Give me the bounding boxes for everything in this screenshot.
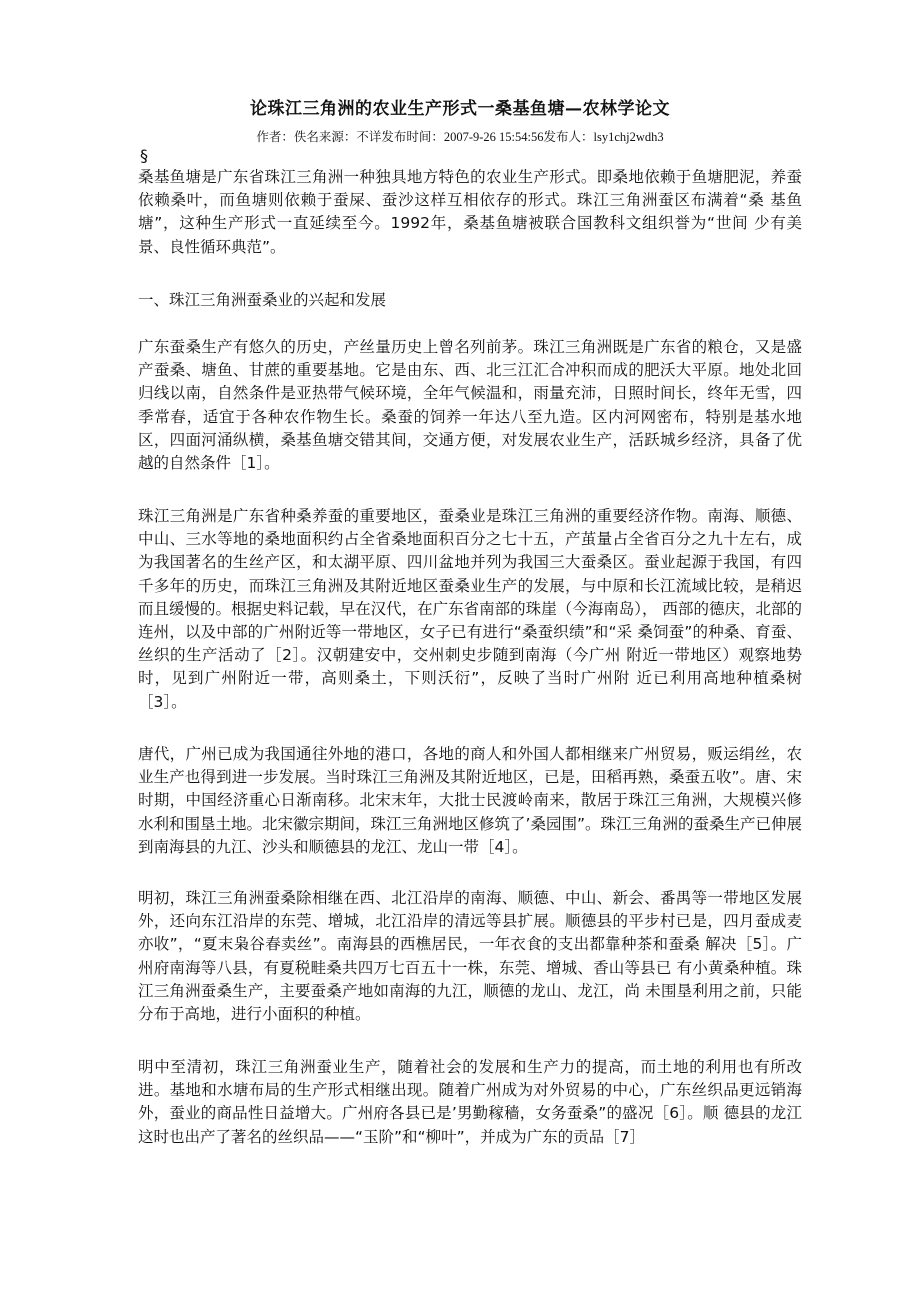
section-mark: §: [140, 146, 148, 165]
paragraph-4: 明初，珠江三角洲蚕桑除相继在西、北江沿岸的南海、顺德、中山、新会、番禺等一带地区发展外，还向东江沿岸的东莞、增城，北江沿岸的清远等县扩展。顺德县的平步村已是，四月蚕成麦亦收”，“夏末枭谷春卖丝”。南海县的西樵居民，一年衣食的支出都靠种茶和蚕桑 解决［5］。广州府南海等八县，有夏税畦桑共四万七百五十一株，东莞、增城、香山等县已 有小黄桑种植。珠江三角洲蚕桑生产，主要蚕桑产地如南海的九江，顺德的龙山、龙江，尚 未围垦利用之前，只能分布于高地，进行小面积的种植。: [138, 889, 802, 1024]
section-heading: 一、珠江三角洲蚕桑业的兴起和发展: [138, 291, 387, 309]
paragraph-1: 广东蚕桑生产有悠久的历史，产丝量历史上曾名列前茅。珠江三角洲既是广东省的粮仓，又是盛产蚕桑、塘鱼、甘蔗的重要基地。它是由东、西、北三江汇合冲积而成的肥沃大平原。地处北回归线以南，自然条件是亚热带气候环境，全年气候温和，雨量充沛，日照时间长，终年无雪，四季常春，适宜于各种农作物生长。桑蚕的饲养一年达八至九造。区内河网密布，特别是基水地区，四面河涌纵横，桑基鱼塘交错其间，交通方便，对发展农业生产，活跃城乡经济，具备了优越的自然条件［1］。: [138, 338, 802, 473]
document-title: 论珠江三角洲的农业生产形式一桑基鱼塘—农林学论文: [250, 99, 670, 119]
intro-paragraph: 桑基鱼塘是广东省珠江三角洲一种独具地方特色的农业生产形式。即桑地依赖于鱼塘肥泥，养蚕依赖桑叶，而鱼塘则依赖于蚕屎、蚕沙这样互相依存的形式。珠江三角洲蚕区布满着“桑 基鱼塘”，这种生产形式一直延续至今。1992年，桑基鱼塘被联合国教科文组织誉为“世间 少有美景、良性循环典范”。: [138, 168, 802, 256]
paragraph-3: 唐代，广州已成为我国通往外地的港口，各地的商人和外国人都相继来广州贸易，贩运绢丝，农业生产也得到进一步发展。当时珠江三角洲及其附近地区，已是，田稻再熟，桑蚕五收”。唐、宋时期，中国经济重心日渐南移。北宋末年，大批士民渡岭南来，散居于珠江三角洲，大规模兴修水利和围垦土地。北宋徽宗期间，珠江三角洲地区修筑了’桑园围”。珠江三角洲的蚕桑生产已伸展到南海县的九江、沙头和顺德县的龙江、龙山一带［4］。: [138, 745, 802, 856]
paragraph-2: 珠江三角洲是广东省种桑养蚕的重要地区，蚕桑业是珠江三角洲的重要经济作物。南海、顺德、中山、三水等地的桑地面积约占全省桑地面积百分之七十五，产茧量占全省百分之九十左右，成为我国著名的生丝产区，和太湖平原、四川盆地并列为我国三大蚕桑区。蚕业起源于我国，有四千多年的历史，而珠江三角洲及其附近地区蚕桑业生产的发展，与中原和长江流域比较，是稍迟而且缓慢的。根据史料记载，早在汉代，在广东省南部的珠崖（今海南岛）， 西部的德庆，北部的连州，以及中部的广州附近等一带地区，女子已有进行“桑蚕织绩”和“采 桑饲蚕”的种桑、育蚕、丝织的生产活动了［2］。汉朝建安中，交州刺史步随到南海（今广州 附近一带地区）观察地势时，见到广州附近一带，高则桑土，下则沃衍”，反映了当时广州附 近已利用高地种植桑树［3］。: [138, 507, 802, 711]
paragraph-5: 明中至清初，珠江三角洲蚕业生产，随着社会的发展和生产力的提高，而土地的利用也有所改进。基地和水塘布局的生产形式相继出现。随着广州成为对外贸易的中心，广东丝织品更远销海外，蚕业的商品性日益增大。广州府各县已是’男勤稼穑，女务蚕桑”的盛况［6］。顺 德县的龙江这时也出产了著名的丝织品——“玉阶”和“柳叶”，并成为广东的贡品［7］: [138, 1058, 802, 1146]
document-meta: 作者：佚名来源：不详发布时间：2007-9-26 15:54:56发布人：lsy1chj2wdh3: [256, 130, 664, 144]
